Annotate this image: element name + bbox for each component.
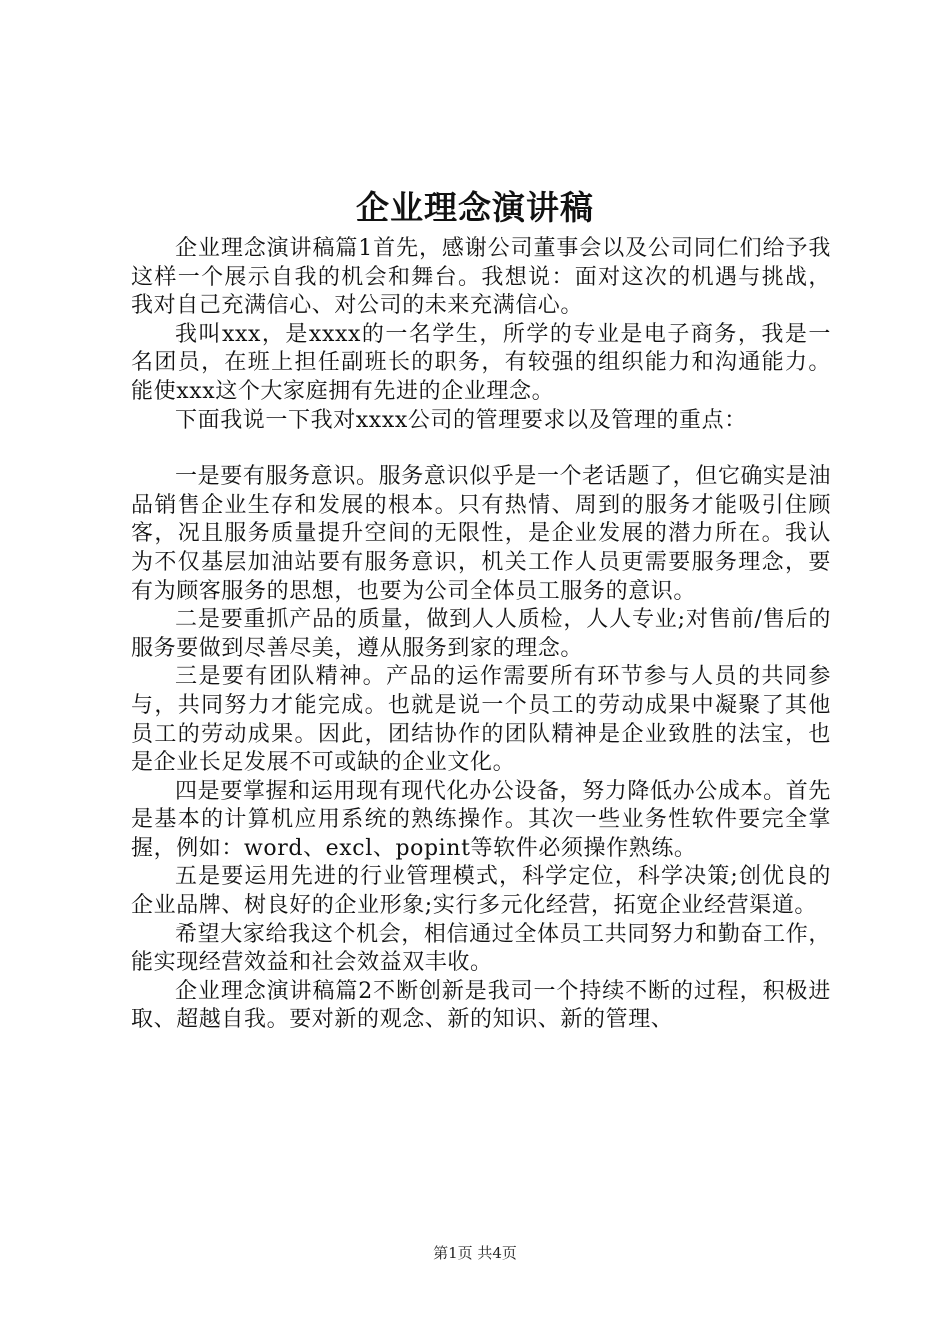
paragraph-management-lead: 下面我说一下我对xxxx公司的管理要求以及管理的重点： (175, 407, 747, 433)
document-title: 企业理念演讲稿 (356, 188, 594, 227)
paragraph-point-four: 四是要掌握和运用现有现代化办公设备，努力降低办公成本。首先是基本的计算机应用系统的熟练操作。其次一些业务性软件要完全掌握，例如：word、excl、popint等软件必须操作熟练。 (131, 778, 831, 861)
paragraph-closing: 希望大家给我这个机会，相信通过全体员工共同努力和勤奋工作，能实现经营效益和社会效益双丰收。 (131, 921, 831, 976)
document-body (131, 235, 831, 1035)
paragraph-point-two: 二是要重抓产品的质量，做到人人质检，人人专业;对售前/售后的服务要做到尽善尽美，遵从服务到家的理念。 (131, 607, 831, 661)
paragraph-point-three: 三是要有团队精神。产品的运作需要所有环节参与人员的共同参与，共同努力才能完成。也就是说一个员工的劳动成果中凝聚了其他员工的劳动成果。因此，团结协作的团队精神是企业致胜的法宝，也是企业长足发展不可或缺的企业文化。 (131, 664, 831, 776)
page-number-footer: 第1页 共4页 (433, 1244, 517, 1262)
paragraph-point-five: 五是要运用先进的行业管理模式，科学定位，科学决策;创优良的企业品牌、树良好的企业形象;实行多元化经营，拓宽企业经营渠道。 (131, 864, 831, 919)
paragraph-intro: 企业理念演讲稿篇1首先，感谢公司董事会以及公司同仁们给予我这样一个展示自我的机会和舞台。我想说：面对这次的机遇与挑战，我对自己充满信心、对公司的未来充满信心。 (131, 236, 831, 319)
paragraph-point-one: 一是要有服务意识。服务意识似乎是一个老话题了，但它确实是油品销售企业生存和发展的根本。只有热情、周到的服务才能吸引住顾客，况且服务质量提升空间的无限性，是企业发展的潜力所在。我认为不仅基层加油站要有服务意识，机关工作人员更需要服务理念，要有为顾客服务的思想，也要为公司全体员工服务的意识。 (131, 464, 831, 604)
paragraph-spacer (131, 435, 831, 463)
paragraph-part-two: 企业理念演讲稿篇2不断创新是我司一个持续不断的过程，积极进取、超越自我。要对新的观念、新的知识、新的管理、 (131, 978, 831, 1033)
paragraph-self-introduction: 我叫xxx，是xxxx的一名学生，所学的专业是电子商务，我是一名团员，在班上担任副班长的职务，有较强的组织能力和沟通能力。能使xxx这个大家庭拥有先进的企业理念。 (131, 321, 831, 404)
